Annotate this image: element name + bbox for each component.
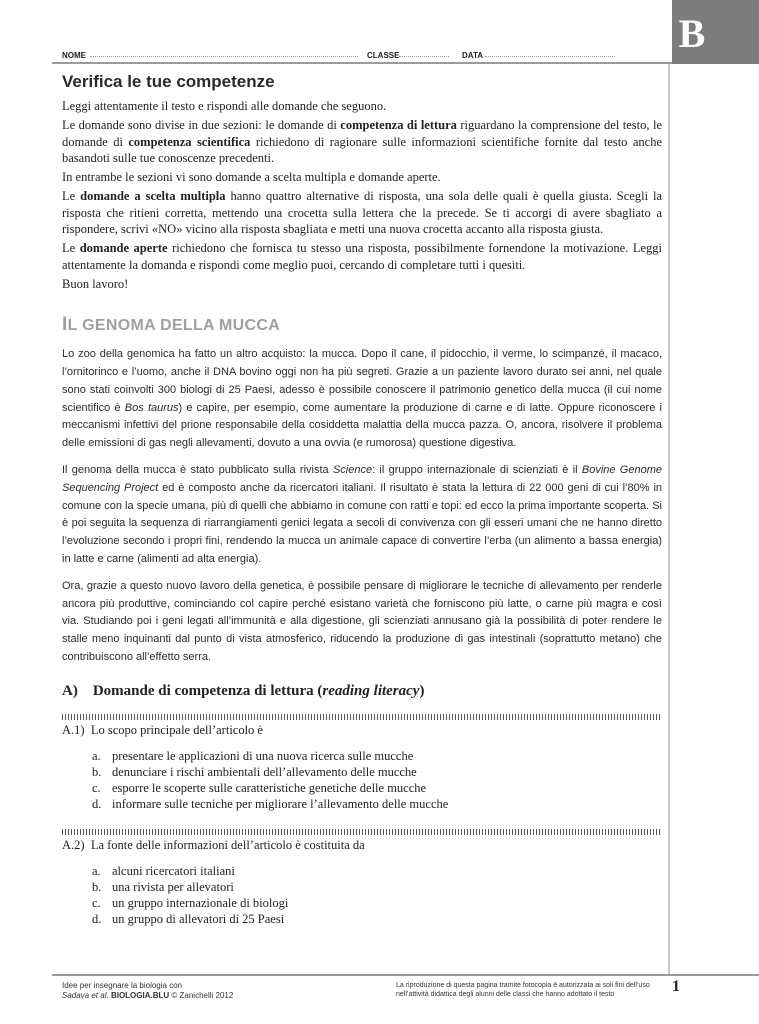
data-field[interactable] bbox=[485, 56, 615, 57]
answer-option[interactable]: d. informare sulle tecniche per migliorare l’allevamento delle mucche bbox=[92, 797, 449, 812]
answer-option[interactable]: b. una rivista per allevatori bbox=[92, 879, 234, 894]
article-title: IL GENOMA DELLA MUCCA bbox=[62, 314, 281, 336]
article-paragraph: Il genoma della mucca è stato pubblicato sulla rivista Science: il gruppo internazionale di scienziati è il Bovine Genome Sequencing Project ed è composto anche da ricercatori italiani. Il risultato è stata la lettura di 22 000 geni di cui l’80% in comune con la specie umana, più di quelli che abbiamo in comune con ratti e topi: ed ecco la prima importante scoperta. Si è poi seguita la sequenza di riarrangiamenti genici legata a secoli di convivenza con gli esseri umani che ne hanno diretto l’evoluzione secondo i propri fini, rendendo la mucca un animale capace di convertire l’erba (un alimento a bassa energia) in latte e carne (alimenti ad alta energia). bbox=[62, 464, 662, 566]
question-a2-options bbox=[92, 863, 662, 928]
answer-option[interactable]: b. denunciare i rischi ambientali dell’allevamento delle mucche bbox=[92, 765, 417, 780]
instructions-paragraph: Leggi attentamente il testo e rispondi alle domande che seguono. bbox=[62, 99, 387, 113]
margin-divider bbox=[668, 64, 670, 974]
nome-field[interactable] bbox=[90, 56, 358, 57]
section-badge bbox=[672, 0, 759, 64]
section-badge-letter: B bbox=[678, 11, 706, 56]
classe-label: CLASSE bbox=[367, 51, 400, 60]
question-separator bbox=[62, 829, 662, 835]
page-content bbox=[62, 72, 662, 943]
answer-option[interactable]: c. un gruppo internazionale di biologi bbox=[92, 896, 289, 911]
student-info-fields bbox=[62, 48, 662, 62]
question-separator bbox=[62, 714, 662, 720]
question-a1: A.1) Lo scopo principale dell’articolo è bbox=[62, 722, 263, 737]
part-a-heading: A) Domande di competenza di lettura (reading literacy) bbox=[62, 682, 425, 699]
article-body bbox=[62, 346, 662, 667]
page-title: Verifica le tue competenze bbox=[62, 72, 275, 91]
instructions bbox=[62, 98, 662, 292]
data-label: DATA bbox=[462, 51, 484, 60]
answer-option[interactable]: a. presentare le applicazioni di una nuova ricerca sulle mucche bbox=[92, 748, 414, 763]
question-a1-options bbox=[92, 748, 662, 813]
answer-option[interactable]: d. un gruppo di allevatori di 25 Paesi bbox=[92, 912, 285, 927]
answer-option[interactable]: c. esporre le scoperte sulle caratteristiche genetiche delle mucche bbox=[92, 781, 427, 796]
article-paragraph: Ora, grazie a questo nuovo lavoro della genetica, è possibile pensare di migliorare le tecniche di allevamento per renderle ancora più produttive, cominciando col capire perché esistano varietà che forniscono più latte, o carne più magra e così via. Studiando poi i geni legati all’immunità e alla digestione, gli scienziati annusano già la possibilità di poter rendere le stalle meno inquinanti dal punto di vista atmosferico, riducendo la produzione di gas intestinali (soprattutto metano) che contribuiscono all’effetto serra. bbox=[62, 579, 662, 664]
instructions-paragraph: In entrambe le sezioni vi sono domande a scelta multipla e domande aperte. bbox=[62, 170, 441, 185]
instructions-paragraph: Le domande sono divise in due sezioni: le domande di competenza di lettura riguardano la comprensione del testo, le domande di competenza scientifica richiedono di ragionare sulle informazioni scientifiche fornite dal testo anche basandoti sulle tue conoscenze precedenti. bbox=[62, 118, 662, 165]
footer-credits: Idee per insegnare la biologia con Sadava et al. BIOLOGIA.BLU © Zanichelli 2012 bbox=[62, 981, 234, 1000]
question-a2: A.2) La fonte delle informazioni dell’articolo è costituita da bbox=[62, 837, 365, 852]
instructions-paragraph: Le domande aperte richiedono che fornisca tu stesso una risposta, possibilmente fornendone la motivazione. Leggi attentamente la domanda e rispondi come meglio puoi, cercando di completare tutti i quesiti. bbox=[62, 241, 663, 272]
nome-label: NOME bbox=[62, 51, 86, 60]
footer-copyright-notice: La riproduzione di questa pagina tramite fotocopia è autorizzata ai soli fini dell’uso nell’attività didattica degli alunni delle classi che hanno adottato il testo bbox=[396, 982, 650, 998]
article-paragraph: Lo zoo della genomica ha fatto un altro acquisto: la mucca. Dopo il cane, il pidocchio, il verme, lo scimpanzé, il macaco, l’ornitorinco e l’uomo, anche il DNA bovino oggi non ha più segreti. Grazie a un paziente lavoro durato sei anni, nel quale sono stati coinvolti 300 biologi di 25 Paesi, adesso è possibile conoscere il patrimonio genetico della mucca (il cui nome scientifico è Bos taurus) e capire, per esempio, come aumentare la produzione di carne e di latte. Oppure riconoscere i meccanismi infettivi del prione responsabile della cosiddetta malattia della mucca pazza. O, ancora, risolvere il problema delle emissioni di gas negli allevamenti, dovuto a una ovvia (e rumorosa) questione digestiva. bbox=[62, 348, 662, 450]
footer-divider bbox=[52, 974, 759, 976]
answer-option[interactable]: a. alcuni ricercatori italiani bbox=[92, 863, 235, 878]
header-divider bbox=[52, 62, 672, 64]
instructions-closing: Buon lavoro! bbox=[62, 276, 129, 291]
page-number: 1 bbox=[672, 978, 680, 995]
classe-field[interactable] bbox=[399, 56, 449, 57]
instructions-paragraph: Le domande a scelta multipla hanno quattro alternative di risposta, una sola delle quali è quella giusta. Scegli la risposta che ritieni corretta, mettendo una crocetta sulla lettera che la precede. Se ti accorgi di avere sbagliato a rispondere, scrivi «NO» vicino alla risposta sbagliata e metti una nuova crocetta accanto alla risposta giusta. bbox=[62, 189, 663, 237]
